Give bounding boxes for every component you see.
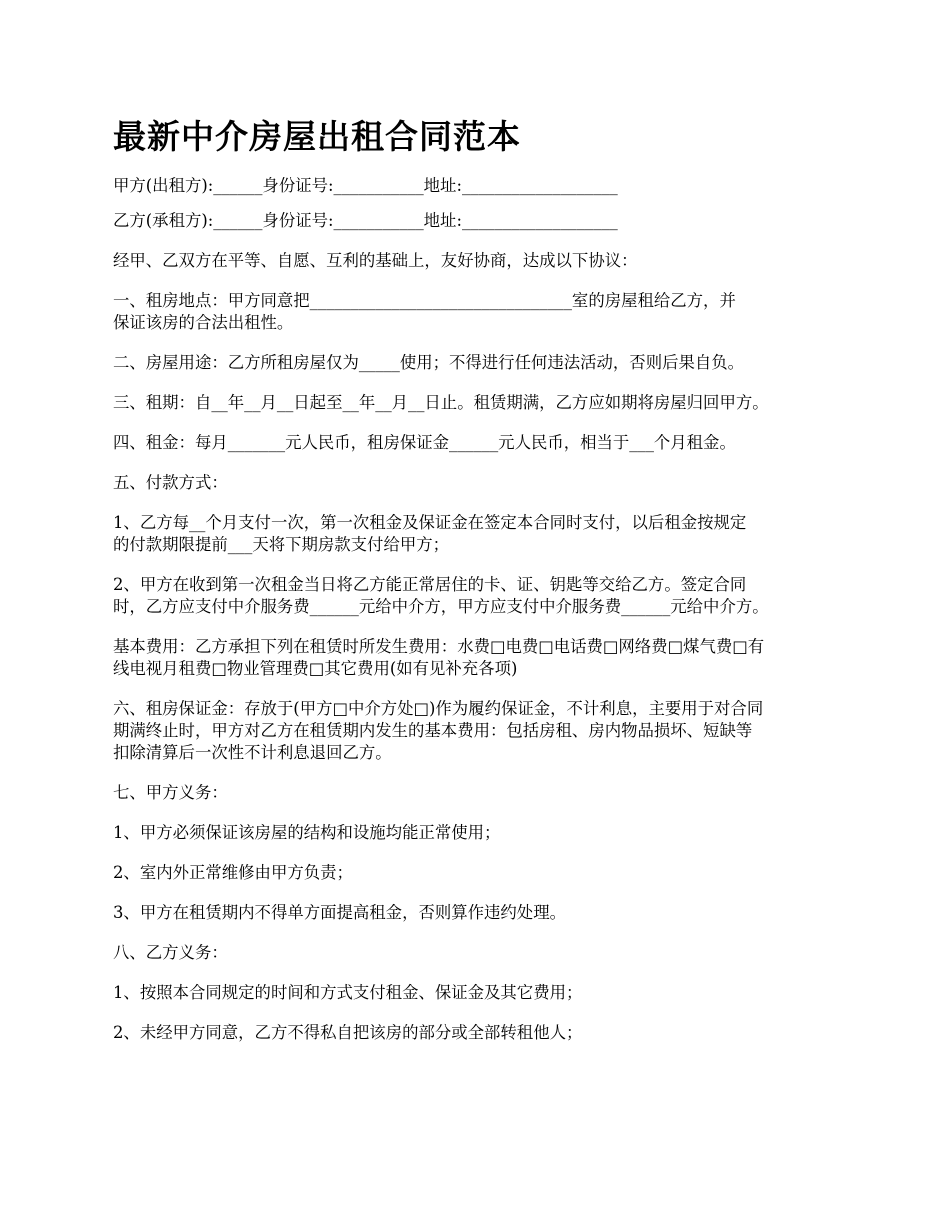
paragraph-line: 八、乙方义务：	[113, 943, 228, 962]
paragraph-line: 三、租期：自__年__月__日起至__年__月__日止。租赁期满，乙方应如期将房屋归回甲方。	[113, 393, 769, 412]
contract-paragraph	[113, 392, 853, 414]
paragraph-line: 基本费用：乙方承担下列在租赁时所发生费用：水费□电费□电话费□网络费□煤气费□有	[113, 637, 765, 656]
contract-paragraph	[113, 862, 853, 884]
paragraph-line: 一、租房地点：甲方同意把________________________________室的房屋租给乙方，并	[113, 291, 736, 310]
paragraph-line: 五、付款方式：	[113, 473, 228, 492]
contract-paragraph	[113, 942, 853, 964]
paragraph-line: 1、甲方必须保证该房屋的结构和设施均能正常使用；	[113, 823, 501, 842]
paragraph-line: 期满终止时，甲方对乙方在租赁期内发生的基本费用：包括房租、房内物品损坏、短缺等	[113, 721, 753, 740]
contract-paragraph	[113, 210, 853, 232]
contract-paragraph	[113, 636, 853, 680]
contract-paragraph	[113, 250, 853, 272]
contract-paragraph	[113, 698, 853, 764]
contract-paragraph	[113, 472, 853, 494]
paragraph-line: 2、未经甲方同意，乙方不得私自把该房的部分或全部转租他人；	[113, 1023, 583, 1042]
contract-paragraph	[113, 432, 853, 454]
paragraph-line: 甲方(出租方):______身份证号:___________地址:___________________	[113, 176, 618, 195]
paragraph-line: 保证该房的合法出租性。	[113, 313, 294, 332]
paragraph-line: 扣除清算后一次性不计利息退回乙方。	[113, 743, 392, 762]
contract-paragraph	[113, 512, 853, 556]
paragraph-line: 1、按照本合同规定的时间和方式支付租金、保证金及其它费用；	[113, 983, 583, 1002]
document-title: 最新中介房屋出租合同范本	[113, 117, 521, 156]
contract-paragraph	[113, 352, 853, 374]
paragraph-line: 七、甲方义务：	[113, 783, 228, 802]
document-page	[113, 113, 853, 1062]
contract-paragraph	[113, 782, 853, 804]
paragraph-line: 1、乙方每__个月支付一次，第一次租金及保证金在签定本合同时支付，以后租金按规定	[113, 513, 747, 532]
paragraph-line: 六、租房保证金：存放于(甲方□中介方处□)作为履约保证金，不计利息，主要用于对合同	[113, 699, 764, 718]
paragraph-line: 二、房屋用途：乙方所租房屋仅为_____使用；不得进行任何违法活动，否则后果自负。	[113, 353, 745, 372]
paragraph-line: 四、租金：每月_______元人民币，租房保证金______元人民币，相当于___个月租金。	[113, 433, 736, 452]
document-body	[113, 175, 853, 1044]
paragraph-line: 经甲、乙双方在平等、自愿、互利的基础上，友好协商，达成以下协议：	[113, 251, 638, 270]
contract-paragraph	[113, 982, 853, 1004]
contract-paragraph	[113, 1022, 853, 1044]
paragraph-line: 2、甲方在收到第一次租金当日将乙方能正常居住的卡、证、钥匙等交给乙方。签定合同	[113, 575, 747, 594]
contract-paragraph	[113, 902, 853, 924]
contract-paragraph	[113, 290, 853, 334]
paragraph-line: 3、甲方在租赁期内不得单方面提高租金，否则算作违约处理。	[113, 903, 566, 922]
paragraph-line: 线电视月租费□物业管理费□其它费用(如有见补充各项)	[113, 659, 518, 678]
contract-paragraph	[113, 574, 853, 618]
contract-paragraph	[113, 822, 853, 844]
contract-paragraph	[113, 175, 853, 197]
paragraph-line: 的付款期限提前___天将下期房款支付给甲方；	[113, 535, 450, 554]
paragraph-line: 2、室内外正常维修由甲方负责；	[113, 863, 353, 882]
paragraph-line: 乙方(承租方):______身份证号:___________地址:___________________	[113, 211, 618, 230]
paragraph-line: 时，乙方应支付中介服务费______元给中介方，甲方应支付中介服务费______元给中介方。	[113, 597, 769, 616]
